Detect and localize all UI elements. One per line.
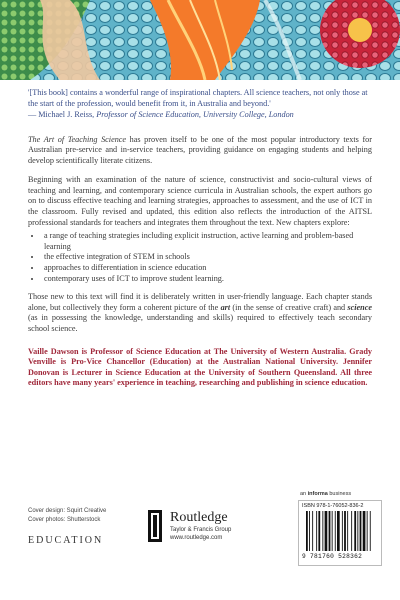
publisher-group: Taylor & Francis Group — [170, 527, 232, 533]
list-item: • approaches to differentiation in science education — [42, 263, 372, 274]
list-item: • contemporary uses of ICT to improve student learning. — [42, 274, 372, 285]
barcode-icon — [305, 511, 375, 553]
category-label: EDUCATION — [28, 535, 104, 546]
publisher-url: www.routledge.com — [170, 535, 223, 541]
routledge-logo-icon — [148, 510, 162, 542]
publisher-name: Routledge — [170, 510, 228, 525]
cover-credits — [28, 507, 106, 525]
author-bios: Vaille Dawson is Professor of Science Education at The University of Western Australia. Grady Venville is Pro-Vice Chancellor (Education) at the Australian National University. Jennifer Donovan is Lecturer in Science Education at the University of Southern Queensland. All three editors have many years' experience in teaching, researching and publishing in science education. — [28, 346, 372, 388]
quote-text: '[This book] contains a wonderful range of inspirational chapters. All science teachers, not only those at the start of the profession, would benefit from it, in Australia and beyond.' — [28, 88, 368, 108]
back-cover-text — [28, 88, 372, 389]
intro-paragraph: The Art of Teaching Science has proven itself to be one of the most popular introductory texts for Australian pre-service and in-service teachers, providing guidance on engaging students and helping develop scientifically literate citizens. — [28, 134, 372, 165]
description-paragraph: Beginning with an examination of the nature of science, constructivist and socio-cultural views of teaching and learning, and contemporary science curricula in Australian schools, the expert authors go on to discuss effective teaching and learning strategies, approaches to assessment, and the use of ICT in the classroom. Fully revised and updated, this edition also reflects the introduction of the AITSL professional standards for teachers and integrates them throughout the text. New chapters explore: — [28, 175, 372, 227]
list-item: • a range of teaching strategies including explicit instruction, active learning and problem-based learning — [42, 231, 372, 252]
quote-attribution: — Michael J. Reiss, Professor of Science Education, University College, London — [28, 110, 294, 119]
cover-design-credit: Cover design: Squirt Creative — [28, 508, 107, 514]
barcode-block — [298, 500, 382, 566]
closing-paragraph: Those new to this text will find it is deliberately written in user-friendly language. Each chapter stands alone, but collectively they form a coherent picture of the art (in the sense of creative craft) and science (as in possessing the knowledge, understanding and skills) required to effectively teach secondary school science. — [28, 292, 372, 333]
book-title: The Art of Teaching Science — [28, 134, 127, 144]
cover-artwork — [0, 0, 400, 80]
quote-author-title: Professor of Science Education, University College, London — [96, 110, 294, 119]
informa-tagline: an informa business — [300, 491, 352, 497]
barcode-number: 9 781760 528362 — [302, 553, 363, 560]
quote-author: Michael J. Reiss, — [38, 110, 97, 119]
cover-photos-credit: Cover photos: Shutterstock — [28, 517, 101, 523]
new-chapters-list — [28, 231, 372, 284]
isbn-label: ISBN 978-1-76052-836-2 — [302, 503, 364, 509]
list-item: • the effective integration of STEM in schools — [42, 252, 372, 263]
science-emphasis: science — [347, 302, 372, 312]
publisher-block — [148, 508, 258, 542]
art-emphasis: art — [220, 302, 231, 312]
endorsement-quote — [28, 88, 372, 121]
